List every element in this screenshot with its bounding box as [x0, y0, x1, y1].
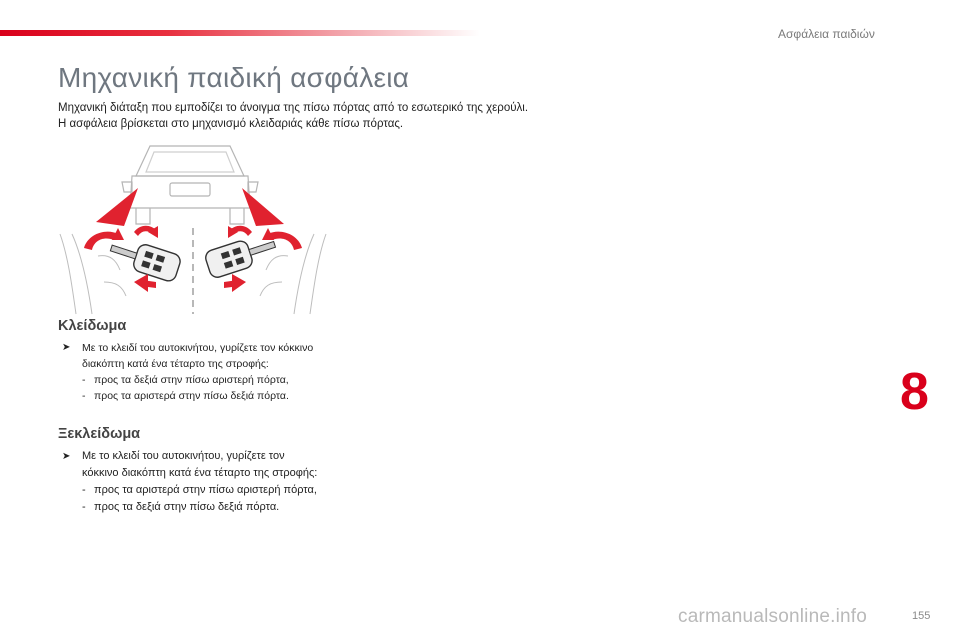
- unlocking-item-1: προς τα αριστερά στην πίσω αριστερή πόρτα,: [94, 484, 317, 496]
- list-item: - προς τα δεξιά στην πίσω αριστερή πόρτα,: [82, 374, 289, 386]
- intro-text: [58, 100, 528, 132]
- child-lock-illustration: [58, 136, 328, 316]
- left-key-icon: [107, 235, 182, 283]
- locking-item-2: προς τα αριστερά στην πίσω δεξιά πόρτα.: [94, 390, 289, 402]
- list-item: - προς τα αριστερά στην πίσω δεξιά πόρτα.: [82, 390, 289, 402]
- page-title: Μηχανική παιδική ασφάλεια: [58, 62, 410, 93]
- chapter-number: 8: [900, 363, 929, 421]
- locking-instructions: [62, 340, 342, 404]
- bullet-arrow-icon: ➤: [62, 451, 71, 462]
- list-item: - προς τα αριστερά στην πίσω αριστερή πόρτα,: [62, 482, 322, 499]
- locking-item-1: προς τα δεξιά στην πίσω αριστερή πόρτα,: [94, 374, 289, 386]
- list-item: - προς τα δεξιά στην πίσω δεξιά πόρτα.: [62, 499, 322, 516]
- unlocking-bullet: [62, 448, 322, 482]
- header-accent-bar: [0, 30, 480, 36]
- unlocking-heading: Ξεκλείδωμα: [58, 426, 141, 442]
- right-pointer-arrow: [242, 188, 284, 226]
- page-number: 155: [912, 610, 931, 622]
- intro-line-1: Μηχανική διάταξη που εμποδίζει το άνοιγμα της πίσω πόρτας από το εσωτερικό της χερούλι.: [58, 102, 529, 114]
- locking-heading: Κλείδωμα: [58, 318, 127, 334]
- watermark: carmanualsonline.info: [678, 606, 868, 627]
- left-pointer-arrow: [96, 188, 138, 226]
- locking-bullet-text: Με το κλειδί του αυτοκινήτου, γυρίζετε τον κόκκινο διακόπτη κατά ένα τέταρτο της στροφής:: [82, 342, 314, 370]
- intro-line-2: Η ασφάλεια βρίσκεται στο μηχανισμό κλειδαριάς κάθε πίσω πόρτας.: [58, 118, 404, 130]
- locking-bullet: [62, 340, 342, 372]
- unlocking-instructions: [62, 448, 322, 516]
- unlocking-item-2: προς τα δεξιά στην πίσω δεξιά πόρτα.: [94, 501, 280, 513]
- unlocking-bullet-text: Με το κλειδί του αυτοκινήτου, γυρίζετε τον κόκκινο διακόπτη κατά ένα τέταρτο της στροφής:: [82, 450, 318, 479]
- bullet-arrow-icon: ➤: [62, 342, 71, 353]
- section-header: Ασφάλεια παιδιών: [778, 27, 875, 41]
- car-rear-outline: [122, 146, 258, 224]
